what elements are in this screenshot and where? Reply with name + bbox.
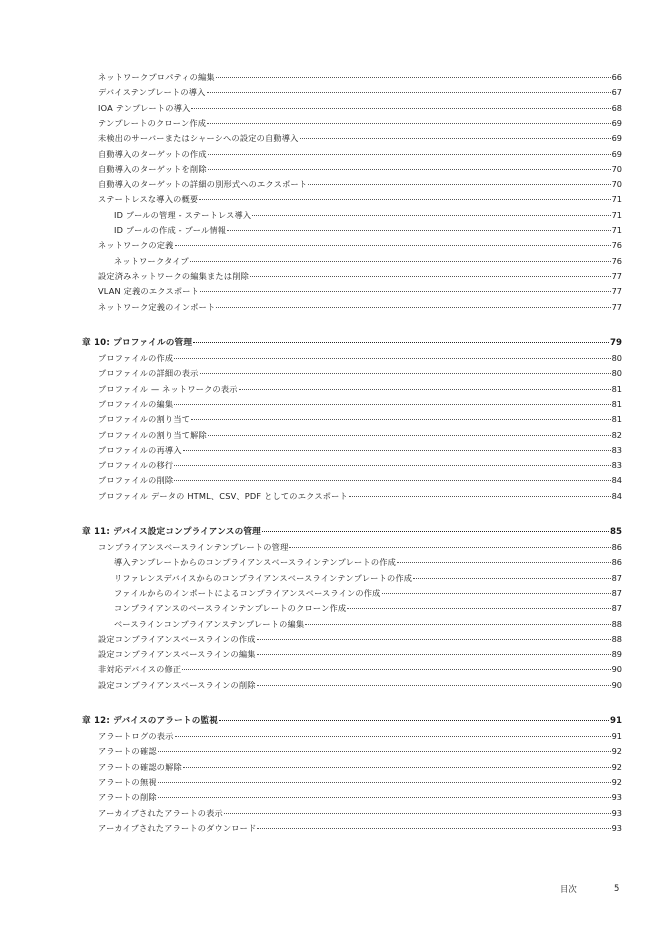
toc-entry-page: 77 — [611, 286, 622, 297]
toc-entry[interactable] — [98, 368, 622, 379]
toc-entry-title: コンプライアンスベースラインテンプレートの管理 — [98, 542, 289, 552]
toc-chapter-page: 85 — [610, 527, 622, 537]
toc-entry-title: プロファイル データの HTML、CSV、PDF としてのエクスポート — [98, 490, 348, 501]
toc-entry-title: テンプレートのクローン作成 — [98, 117, 207, 128]
dot-leader — [347, 608, 610, 609]
toc-entry-page: 90 — [611, 664, 622, 675]
toc-entry-page: 71 — [611, 194, 622, 205]
toc-chapter-page: 79 — [610, 338, 622, 348]
toc-entry[interactable] — [98, 103, 622, 114]
dot-leader — [216, 77, 611, 78]
toc-entry-title: アラートの無視 — [98, 776, 157, 787]
toc-entry-title: ネットワークプロパティの編集 — [98, 72, 215, 82]
dot-leader — [349, 496, 611, 497]
dot-leader — [300, 138, 611, 139]
toc-entry[interactable] — [98, 823, 622, 834]
toc-entry-title: 自動導入のターゲットの作成 — [98, 148, 207, 159]
toc-entry-page: 68 — [611, 102, 622, 113]
toc-entry-page: 93 — [611, 792, 622, 803]
toc-entry[interactable] — [98, 491, 622, 502]
toc-entry[interactable] — [98, 353, 622, 364]
toc-entry[interactable] — [98, 460, 622, 471]
toc-entry-page: 69 — [611, 133, 622, 144]
toc-entry[interactable] — [98, 680, 622, 691]
toc-entry-page: 92 — [611, 776, 622, 787]
toc-entry-title: プロファイルの詳細の表示 — [98, 368, 199, 379]
dot-leader — [174, 465, 610, 466]
toc-entry[interactable] — [98, 731, 622, 742]
toc-entry[interactable] — [98, 302, 622, 313]
toc-entry[interactable] — [114, 225, 622, 236]
toc-entry-page: 77 — [611, 301, 622, 312]
dot-leader — [257, 639, 611, 640]
toc-chapter-title: 章 10: プロファイルの管理 — [82, 338, 193, 348]
toc-entry-title: VLAN 定義のエクスポート — [98, 286, 200, 297]
dot-leader — [183, 767, 611, 768]
toc-entry-page: 80 — [611, 368, 622, 379]
toc-entry-title: アーカイブされたアラートの表示 — [98, 807, 223, 818]
toc-entry-title: アラートの確認の解除 — [98, 761, 182, 772]
toc-entry-title: リファレンスデバイスからのコンプライアンスベースラインテンプレートの作成 — [114, 572, 413, 583]
toc-entry-title: プロファイルの移行 — [98, 460, 174, 471]
dot-leader — [175, 245, 611, 246]
toc-entry-page: 76 — [611, 255, 622, 266]
dot-leader — [207, 123, 610, 124]
dot-leader — [200, 291, 610, 292]
toc-entry-page: 70 — [611, 179, 622, 190]
toc-entry-page: 88 — [611, 633, 622, 644]
toc-entry[interactable] — [98, 194, 622, 205]
dot-leader — [190, 261, 611, 262]
toc-entry-page: 86 — [611, 542, 622, 552]
dot-leader — [208, 435, 611, 436]
toc-chapter-title: 章 12: デバイスのアラートの監視 — [82, 716, 219, 726]
toc-entry-title: デバイステンプレートの導入 — [98, 87, 206, 98]
toc-entry-title: 未検出のサーバーまたはシャーシへの設定の自動導入 — [98, 133, 299, 144]
toc-entry[interactable] — [98, 762, 622, 773]
toc-entry[interactable] — [114, 557, 622, 568]
toc-entry[interactable] — [98, 445, 622, 456]
dot-leader — [305, 624, 610, 625]
toc-entry[interactable] — [98, 664, 622, 675]
toc-entry[interactable] — [114, 573, 622, 584]
dot-leader — [224, 813, 611, 814]
toc-entry[interactable] — [114, 588, 622, 599]
toc-entry-page: 71 — [611, 225, 622, 235]
toc-entry-page: 71 — [611, 209, 622, 220]
toc-entry-page: 88 — [611, 618, 622, 629]
toc-entry-title: ID プールの管理 - ステートレス導入 — [114, 209, 252, 220]
toc-entry-page: 93 — [611, 807, 622, 818]
toc-chapter-title: 章 11: デバイス設定コンプライアンスの管理 — [82, 527, 261, 537]
toc-entry[interactable] — [98, 792, 622, 803]
toc-entry-title: 設定コンプライアンスベースラインの削除 — [98, 679, 256, 690]
dot-leader — [174, 358, 610, 359]
dot-leader — [174, 404, 610, 405]
dot-leader — [193, 342, 609, 343]
dot-leader — [289, 547, 610, 548]
toc-entry[interactable] — [114, 210, 622, 221]
dot-leader — [250, 276, 611, 277]
toc-entry-page: 67 — [611, 87, 622, 98]
toc-chapter-heading[interactable] — [82, 716, 622, 727]
toc-entry[interactable] — [98, 746, 622, 757]
dot-leader — [183, 450, 611, 451]
toc-entry-title: プロファイルの作成 — [98, 353, 174, 363]
toc-entry-page: 81 — [611, 414, 622, 425]
toc-entry[interactable] — [98, 118, 622, 129]
toc-entry[interactable] — [98, 179, 622, 190]
toc-entry[interactable] — [98, 649, 622, 660]
toc-entry-title: ステートレスな導入の概要 — [98, 194, 199, 205]
toc-entry[interactable] — [98, 133, 622, 144]
toc-entry[interactable] — [98, 149, 622, 160]
toc-entry[interactable] — [98, 634, 622, 645]
toc-entry[interactable] — [98, 240, 622, 251]
toc-entry-page: 76 — [611, 240, 622, 251]
dot-leader — [257, 654, 611, 655]
toc-entry-page: 87 — [611, 587, 622, 598]
toc-entry-title: ネットワークの定義 — [98, 240, 174, 251]
toc-entry-title: アーカイブされたアラートのダウンロード — [98, 822, 257, 833]
toc-entry-page: 89 — [611, 649, 622, 660]
footer-page-number: 5 — [614, 883, 620, 893]
dot-leader — [397, 562, 611, 563]
dot-leader — [158, 751, 611, 752]
toc-entry-title: IOA テンプレートの導入 — [98, 102, 191, 113]
toc-entry-title: プロファイルの削除 — [98, 475, 174, 486]
dot-leader — [216, 307, 610, 308]
toc-entry-title: ID プールの作成 - プール情報 — [114, 225, 227, 235]
toc-entry-page: 92 — [611, 746, 622, 757]
toc-entry[interactable] — [98, 777, 622, 788]
toc-entry-title: アラートの削除 — [98, 792, 157, 803]
toc-entry-title: プロファイルの割り当て解除 — [98, 429, 207, 440]
toc-entry-title: プロファイルの再導入 — [98, 444, 182, 455]
toc-entry-title: 導入テンプレートからのコンプライアンスベースラインテンプレートの作成 — [114, 557, 396, 568]
dot-leader — [191, 419, 610, 420]
dot-leader — [174, 480, 610, 481]
dot-leader — [308, 184, 610, 185]
toc-entry[interactable] — [98, 271, 622, 282]
toc-entry[interactable] — [98, 475, 622, 486]
toc-entry-title: アラートの確認 — [98, 746, 157, 757]
dot-leader — [200, 373, 611, 374]
toc-entry[interactable] — [114, 603, 622, 614]
toc-entry[interactable] — [98, 414, 622, 425]
toc-entry[interactable] — [114, 256, 622, 267]
toc-entry-page: 81 — [611, 383, 622, 394]
toc-entry-page: 77 — [611, 270, 622, 281]
toc-entry-page: 82 — [611, 429, 622, 440]
toc-chapter-heading[interactable] — [82, 338, 622, 349]
toc-entry-title: ベースラインコンプライアンステンプレートの編集 — [114, 618, 305, 629]
dot-leader — [199, 199, 610, 200]
toc-entry-page: 84 — [611, 475, 622, 486]
dot-leader — [262, 531, 609, 532]
toc-entry-page: 81 — [611, 398, 622, 409]
toc-entry-page: 69 — [611, 148, 622, 159]
dot-leader — [382, 593, 611, 594]
toc-entry-page: 86 — [611, 557, 622, 568]
toc-entry-title: ネットワーク定義のインポート — [98, 301, 216, 312]
toc-entry-title: プロファイルの割り当て — [98, 414, 191, 425]
toc-entry[interactable] — [98, 164, 622, 175]
toc-chapter-heading[interactable] — [82, 527, 622, 538]
dot-leader — [413, 578, 610, 579]
toc-entry[interactable] — [98, 430, 622, 441]
dot-leader — [158, 782, 611, 783]
dot-leader — [219, 720, 609, 721]
dot-leader — [208, 154, 611, 155]
dot-leader — [182, 669, 610, 670]
toc-entry-page: 70 — [611, 163, 622, 174]
toc-entry[interactable] — [98, 542, 622, 553]
toc-entry-page: 83 — [611, 460, 622, 471]
toc-entry[interactable] — [98, 87, 622, 98]
toc-entry-title: ファイルからのインポートによるコンプライアンスベースラインの作成 — [114, 587, 381, 598]
toc-entry[interactable] — [98, 808, 622, 819]
dot-leader — [257, 828, 610, 829]
toc-entry-page: 90 — [611, 679, 622, 690]
dot-leader — [158, 797, 611, 798]
toc-entry-page: 87 — [611, 572, 622, 583]
dot-leader — [208, 169, 611, 170]
toc-entry-title: コンプライアンスのベースラインテンプレートのクローン作成 — [114, 603, 347, 614]
toc-entry-title: 設定済みネットワークの編集または削除 — [98, 270, 249, 281]
toc-entry-title: 設定コンプライアンスベースラインの作成 — [98, 633, 256, 644]
dot-leader — [257, 685, 611, 686]
toc-entry-title: 自動導入のターゲットを削除 — [98, 163, 207, 174]
toc-entry[interactable] — [98, 72, 622, 83]
toc-entry-title: アラートログの表示 — [98, 731, 174, 741]
toc-entry-page: 69 — [611, 117, 622, 128]
footer-label: 目次 — [560, 884, 577, 894]
toc-entry-page: 92 — [611, 761, 622, 772]
toc-entry-page: 87 — [611, 603, 622, 614]
toc-entry-title: 非対応デバイスの修正 — [98, 664, 182, 675]
toc-entry-page: 93 — [611, 822, 622, 833]
toc-entry-page: 91 — [611, 731, 622, 741]
toc-entry-page: 80 — [611, 353, 622, 363]
toc-entry[interactable] — [114, 619, 622, 630]
toc-chapter-page: 91 — [610, 716, 622, 726]
toc-entry-title: ネットワークタイプ — [114, 255, 189, 266]
toc-entry[interactable] — [98, 399, 622, 410]
dot-leader — [207, 92, 611, 93]
toc-entry-title: 設定コンプライアンスベースラインの編集 — [98, 649, 256, 660]
toc-entry-title: プロファイルの編集 — [98, 398, 174, 409]
toc-entry-page: 84 — [611, 490, 622, 501]
dot-leader — [191, 108, 610, 109]
toc-entry-title: 自動導入のターゲットの詳細の別形式へのエクスポート — [98, 179, 308, 190]
dot-leader — [227, 230, 610, 231]
toc-entry[interactable] — [98, 384, 622, 395]
toc-entry-page: 83 — [611, 444, 622, 455]
toc-entry-title: プロファイル — ネットワークの表示 — [98, 383, 238, 394]
toc-entry-page: 66 — [611, 72, 622, 82]
dot-leader — [252, 215, 610, 216]
toc-entry[interactable] — [98, 286, 622, 297]
dot-leader — [175, 736, 611, 737]
dot-leader — [239, 389, 611, 390]
